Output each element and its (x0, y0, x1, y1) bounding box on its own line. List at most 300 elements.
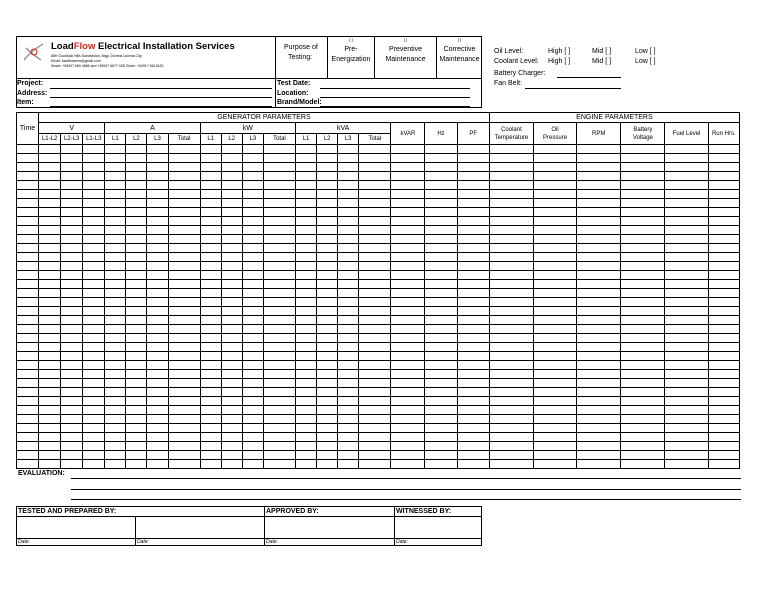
table-cell[interactable] (708, 262, 739, 271)
table-cell[interactable] (457, 415, 489, 424)
table-cell[interactable] (126, 397, 147, 406)
table-cell[interactable] (39, 388, 61, 397)
table-cell[interactable] (317, 406, 338, 415)
table-cell[interactable] (61, 460, 83, 469)
table-cell[interactable] (83, 217, 105, 226)
table-cell[interactable] (221, 235, 242, 244)
table-cell[interactable] (577, 163, 621, 172)
table-cell[interactable] (168, 271, 200, 280)
table-cell[interactable] (221, 307, 242, 316)
table-cell[interactable] (242, 145, 263, 154)
table-cell[interactable] (200, 235, 221, 244)
table-cell[interactable] (17, 244, 39, 253)
table-cell[interactable] (577, 415, 621, 424)
table-cell[interactable] (317, 298, 338, 307)
table-cell[interactable] (17, 325, 39, 334)
table-cell[interactable] (391, 352, 425, 361)
table-cell[interactable] (425, 190, 457, 199)
table-cell[interactable] (708, 253, 739, 262)
table-cell[interactable] (221, 460, 242, 469)
table-cell[interactable] (168, 190, 200, 199)
table-cell[interactable] (708, 406, 739, 415)
table-cell[interactable] (665, 289, 708, 298)
table-cell[interactable] (338, 181, 359, 190)
table-cell[interactable] (242, 424, 263, 433)
table-cell[interactable] (147, 244, 168, 253)
table-cell[interactable] (83, 181, 105, 190)
table-cell[interactable] (296, 190, 317, 199)
table-cell[interactable] (425, 451, 457, 460)
table-cell[interactable] (242, 271, 263, 280)
oil-mid-checkbox[interactable]: Mid [ ] (592, 48, 612, 55)
table-cell[interactable] (200, 154, 221, 163)
table-cell[interactable] (200, 208, 221, 217)
table-cell[interactable] (457, 379, 489, 388)
table-cell[interactable] (489, 145, 533, 154)
table-cell[interactable] (200, 451, 221, 460)
table-cell[interactable] (168, 199, 200, 208)
table-cell[interactable] (621, 289, 665, 298)
table-cell[interactable] (533, 406, 576, 415)
purpose-option-pre-energization[interactable] (328, 37, 374, 77)
table-cell[interactable] (621, 253, 665, 262)
table-cell[interactable] (457, 280, 489, 289)
table-cell[interactable] (221, 253, 242, 262)
table-cell[interactable] (126, 415, 147, 424)
table-cell[interactable] (391, 217, 425, 226)
table-cell[interactable] (425, 226, 457, 235)
table-cell[interactable] (221, 433, 242, 442)
table-cell[interactable] (577, 406, 621, 415)
table-cell[interactable] (296, 307, 317, 316)
table-cell[interactable] (296, 352, 317, 361)
table-cell[interactable] (221, 379, 242, 388)
table-cell[interactable] (338, 289, 359, 298)
table-cell[interactable] (263, 163, 295, 172)
table-cell[interactable] (147, 145, 168, 154)
table-cell[interactable] (83, 433, 105, 442)
table-cell[interactable] (126, 433, 147, 442)
table-cell[interactable] (338, 253, 359, 262)
table-cell[interactable] (221, 172, 242, 181)
table-cell[interactable] (126, 361, 147, 370)
table-cell[interactable] (83, 271, 105, 280)
table-cell[interactable] (296, 208, 317, 217)
table-cell[interactable] (39, 244, 61, 253)
table-cell[interactable] (39, 199, 61, 208)
table-cell[interactable] (263, 352, 295, 361)
table-cell[interactable] (577, 199, 621, 208)
table-cell[interactable] (83, 190, 105, 199)
table-cell[interactable] (17, 370, 39, 379)
table-cell[interactable] (221, 244, 242, 253)
table-cell[interactable] (391, 460, 425, 469)
address-field[interactable] (50, 97, 272, 98)
table-cell[interactable] (577, 451, 621, 460)
table-cell[interactable] (708, 289, 739, 298)
table-cell[interactable] (83, 163, 105, 172)
table-cell[interactable] (168, 433, 200, 442)
table-cell[interactable] (263, 154, 295, 163)
table-cell[interactable] (105, 460, 126, 469)
table-cell[interactable] (17, 181, 39, 190)
table-cell[interactable] (359, 388, 391, 397)
table-cell[interactable] (533, 190, 576, 199)
table-cell[interactable] (317, 190, 338, 199)
table-cell[interactable] (17, 262, 39, 271)
table-cell[interactable] (577, 235, 621, 244)
table-cell[interactable] (263, 145, 295, 154)
table-cell[interactable] (489, 190, 533, 199)
table-cell[interactable] (665, 406, 708, 415)
table-cell[interactable] (317, 361, 338, 370)
table-cell[interactable] (39, 172, 61, 181)
table-cell[interactable] (533, 343, 576, 352)
table-cell[interactable] (489, 163, 533, 172)
table-cell[interactable] (338, 397, 359, 406)
table-cell[interactable] (39, 370, 61, 379)
table-cell[interactable] (359, 280, 391, 289)
table-cell[interactable] (39, 154, 61, 163)
table-cell[interactable] (296, 397, 317, 406)
table-cell[interactable] (296, 406, 317, 415)
table-cell[interactable] (317, 181, 338, 190)
table-cell[interactable] (168, 343, 200, 352)
table-cell[interactable] (533, 460, 576, 469)
table-cell[interactable] (577, 145, 621, 154)
table-cell[interactable] (168, 154, 200, 163)
table-cell[interactable] (533, 325, 576, 334)
table-cell[interactable] (457, 388, 489, 397)
table-cell[interactable] (457, 451, 489, 460)
table-cell[interactable] (242, 460, 263, 469)
table-cell[interactable] (83, 343, 105, 352)
table-cell[interactable] (126, 289, 147, 298)
table-cell[interactable] (83, 226, 105, 235)
table-cell[interactable] (83, 424, 105, 433)
table-cell[interactable] (39, 334, 61, 343)
table-cell[interactable] (338, 433, 359, 442)
table-cell[interactable] (61, 379, 83, 388)
table-cell[interactable] (338, 208, 359, 217)
table-cell[interactable] (126, 253, 147, 262)
table-cell[interactable] (533, 181, 576, 190)
table-cell[interactable] (200, 361, 221, 370)
table-cell[interactable] (457, 217, 489, 226)
table-cell[interactable] (457, 163, 489, 172)
table-cell[interactable] (338, 244, 359, 253)
table-cell[interactable] (489, 154, 533, 163)
table-cell[interactable] (147, 298, 168, 307)
table-cell[interactable] (105, 298, 126, 307)
table-cell[interactable] (708, 145, 739, 154)
table-cell[interactable] (708, 235, 739, 244)
table-cell[interactable] (391, 343, 425, 352)
table-cell[interactable] (317, 235, 338, 244)
table-cell[interactable] (39, 298, 61, 307)
table-cell[interactable] (359, 406, 391, 415)
table-cell[interactable] (489, 199, 533, 208)
table-cell[interactable] (83, 235, 105, 244)
table-cell[interactable] (665, 217, 708, 226)
table-cell[interactable] (621, 199, 665, 208)
table-cell[interactable] (221, 190, 242, 199)
location-field[interactable] (320, 97, 470, 98)
table-cell[interactable] (391, 316, 425, 325)
table-cell[interactable] (61, 145, 83, 154)
table-cell[interactable] (168, 316, 200, 325)
table-cell[interactable] (621, 226, 665, 235)
table-cell[interactable] (533, 199, 576, 208)
table-cell[interactable] (708, 460, 739, 469)
table-cell[interactable] (83, 208, 105, 217)
signature-field-tested-2[interactable] (136, 517, 264, 538)
table-cell[interactable] (105, 190, 126, 199)
table-cell[interactable] (147, 406, 168, 415)
table-cell[interactable] (533, 379, 576, 388)
table-cell[interactable] (200, 343, 221, 352)
table-cell[interactable] (665, 388, 708, 397)
table-cell[interactable] (317, 343, 338, 352)
fan-belt-field[interactable] (525, 88, 621, 89)
table-cell[interactable] (708, 388, 739, 397)
table-cell[interactable] (338, 442, 359, 451)
table-cell[interactable] (296, 154, 317, 163)
table-cell[interactable] (200, 244, 221, 253)
table-cell[interactable] (168, 397, 200, 406)
table-cell[interactable] (168, 163, 200, 172)
table-cell[interactable] (126, 325, 147, 334)
table-cell[interactable] (577, 316, 621, 325)
table-cell[interactable] (200, 289, 221, 298)
checkbox[interactable]: [ ] (457, 37, 462, 42)
table-cell[interactable] (105, 352, 126, 361)
table-cell[interactable] (391, 154, 425, 163)
table-cell[interactable] (577, 190, 621, 199)
table-cell[interactable] (242, 208, 263, 217)
table-cell[interactable] (359, 298, 391, 307)
table-cell[interactable] (147, 235, 168, 244)
table-cell[interactable] (83, 262, 105, 271)
table-cell[interactable] (577, 325, 621, 334)
table-cell[interactable] (168, 289, 200, 298)
table-cell[interactable] (533, 316, 576, 325)
table-cell[interactable] (39, 361, 61, 370)
table-cell[interactable] (317, 397, 338, 406)
table-cell[interactable] (621, 370, 665, 379)
table-cell[interactable] (338, 154, 359, 163)
table-cell[interactable] (263, 451, 295, 460)
table-cell[interactable] (621, 388, 665, 397)
table-cell[interactable] (168, 145, 200, 154)
table-cell[interactable] (533, 154, 576, 163)
table-cell[interactable] (457, 199, 489, 208)
table-cell[interactable] (147, 451, 168, 460)
table-cell[interactable] (147, 316, 168, 325)
table-cell[interactable] (577, 334, 621, 343)
table-cell[interactable] (457, 433, 489, 442)
table-cell[interactable] (105, 163, 126, 172)
table-cell[interactable] (621, 154, 665, 163)
table-cell[interactable] (425, 163, 457, 172)
table-cell[interactable] (105, 316, 126, 325)
table-cell[interactable] (61, 190, 83, 199)
table-cell[interactable] (391, 145, 425, 154)
table-cell[interactable] (489, 298, 533, 307)
table-cell[interactable] (105, 217, 126, 226)
table-cell[interactable] (457, 316, 489, 325)
table-cell[interactable] (317, 253, 338, 262)
table-cell[interactable] (263, 406, 295, 415)
table-cell[interactable] (489, 433, 533, 442)
table-cell[interactable] (168, 172, 200, 181)
table-cell[interactable] (489, 181, 533, 190)
table-cell[interactable] (126, 343, 147, 352)
table-cell[interactable] (577, 244, 621, 253)
table-cell[interactable] (39, 253, 61, 262)
table-cell[interactable] (359, 199, 391, 208)
table-cell[interactable] (338, 415, 359, 424)
table-cell[interactable] (39, 379, 61, 388)
table-cell[interactable] (317, 388, 338, 397)
table-cell[interactable] (621, 262, 665, 271)
table-cell[interactable] (317, 145, 338, 154)
table-cell[interactable] (168, 253, 200, 262)
table-cell[interactable] (489, 217, 533, 226)
table-cell[interactable] (391, 442, 425, 451)
table-cell[interactable] (61, 343, 83, 352)
table-cell[interactable] (147, 199, 168, 208)
table-cell[interactable] (296, 415, 317, 424)
table-cell[interactable] (242, 397, 263, 406)
table-cell[interactable] (17, 172, 39, 181)
table-cell[interactable] (126, 370, 147, 379)
table-cell[interactable] (359, 181, 391, 190)
table-cell[interactable] (665, 190, 708, 199)
table-cell[interactable] (242, 361, 263, 370)
coolant-high-checkbox[interactable]: High [ ] (548, 58, 571, 65)
table-cell[interactable] (457, 181, 489, 190)
table-cell[interactable] (168, 280, 200, 289)
table-cell[interactable] (61, 352, 83, 361)
table-cell[interactable] (105, 406, 126, 415)
table-cell[interactable] (126, 307, 147, 316)
brand-model-field[interactable] (320, 106, 470, 107)
table-cell[interactable] (359, 442, 391, 451)
table-cell[interactable] (105, 244, 126, 253)
table-cell[interactable] (200, 316, 221, 325)
table-cell[interactable] (621, 235, 665, 244)
table-cell[interactable] (39, 262, 61, 271)
table-cell[interactable] (242, 325, 263, 334)
table-cell[interactable] (61, 334, 83, 343)
table-cell[interactable] (200, 325, 221, 334)
table-cell[interactable] (200, 370, 221, 379)
table-cell[interactable] (83, 388, 105, 397)
table-cell[interactable] (105, 154, 126, 163)
table-cell[interactable] (457, 406, 489, 415)
table-cell[interactable] (39, 289, 61, 298)
table-cell[interactable] (359, 424, 391, 433)
table-cell[interactable] (317, 307, 338, 316)
table-cell[interactable] (83, 406, 105, 415)
table-cell[interactable] (391, 334, 425, 343)
table-cell[interactable] (147, 280, 168, 289)
table-cell[interactable] (317, 217, 338, 226)
table-cell[interactable] (61, 397, 83, 406)
table-cell[interactable] (168, 352, 200, 361)
table-cell[interactable] (533, 235, 576, 244)
table-cell[interactable] (105, 343, 126, 352)
table-cell[interactable] (221, 370, 242, 379)
table-cell[interactable] (621, 316, 665, 325)
table-cell[interactable] (17, 226, 39, 235)
table-cell[interactable] (338, 406, 359, 415)
table-cell[interactable] (17, 415, 39, 424)
table-cell[interactable] (39, 307, 61, 316)
table-cell[interactable] (61, 307, 83, 316)
table-cell[interactable] (221, 181, 242, 190)
table-cell[interactable] (489, 415, 533, 424)
table-cell[interactable] (359, 370, 391, 379)
table-cell[interactable] (489, 271, 533, 280)
table-cell[interactable] (708, 154, 739, 163)
table-cell[interactable] (489, 325, 533, 334)
table-cell[interactable] (147, 289, 168, 298)
table-cell[interactable] (425, 298, 457, 307)
table-cell[interactable] (39, 163, 61, 172)
table-cell[interactable] (533, 244, 576, 253)
table-cell[interactable] (621, 298, 665, 307)
table-cell[interactable] (577, 343, 621, 352)
table-cell[interactable] (621, 325, 665, 334)
table-cell[interactable] (425, 424, 457, 433)
table-cell[interactable] (221, 352, 242, 361)
table-cell[interactable] (296, 253, 317, 262)
table-cell[interactable] (425, 379, 457, 388)
table-cell[interactable] (126, 424, 147, 433)
table-cell[interactable] (577, 280, 621, 289)
table-cell[interactable] (126, 298, 147, 307)
table-cell[interactable] (665, 262, 708, 271)
table-cell[interactable] (621, 361, 665, 370)
table-cell[interactable] (17, 217, 39, 226)
table-cell[interactable] (39, 460, 61, 469)
table-cell[interactable] (296, 226, 317, 235)
table-cell[interactable] (425, 154, 457, 163)
table-cell[interactable] (200, 415, 221, 424)
table-cell[interactable] (533, 280, 576, 289)
table-cell[interactable] (317, 262, 338, 271)
table-cell[interactable] (338, 388, 359, 397)
table-cell[interactable] (533, 208, 576, 217)
table-cell[interactable] (665, 253, 708, 262)
table-cell[interactable] (665, 397, 708, 406)
table-cell[interactable] (242, 199, 263, 208)
table-cell[interactable] (242, 235, 263, 244)
table-cell[interactable] (242, 370, 263, 379)
table-cell[interactable] (61, 361, 83, 370)
table-cell[interactable] (221, 199, 242, 208)
table-cell[interactable] (263, 172, 295, 181)
table-cell[interactable] (457, 226, 489, 235)
table-cell[interactable] (105, 208, 126, 217)
table-cell[interactable] (489, 307, 533, 316)
table-cell[interactable] (200, 442, 221, 451)
table-cell[interactable] (577, 172, 621, 181)
table-cell[interactable] (39, 271, 61, 280)
test-date-field[interactable] (320, 88, 470, 89)
